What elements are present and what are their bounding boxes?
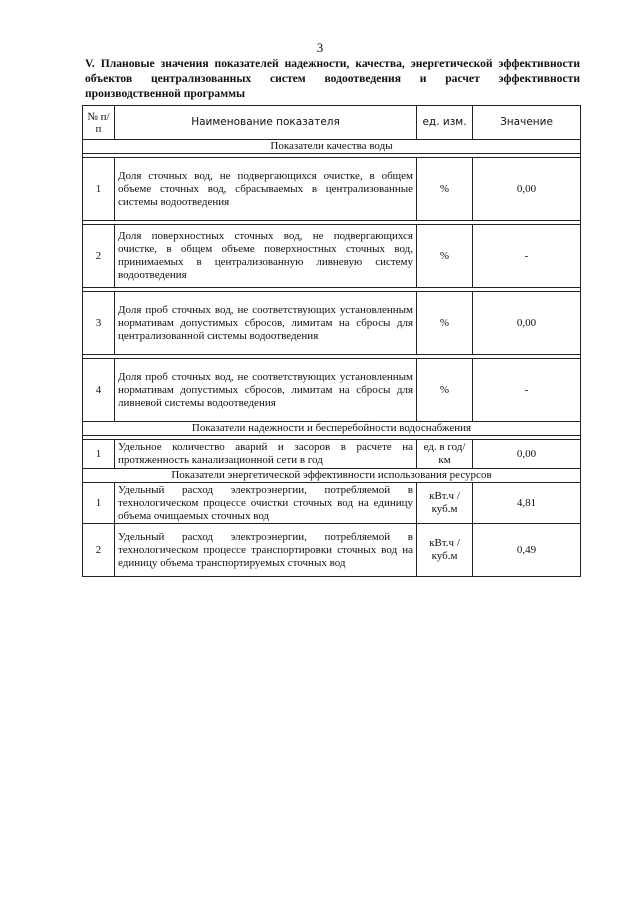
row-name: Удельное количество аварий и засоров в расчете на протяженность канализационной сети в год xyxy=(115,440,417,469)
header-name: Наименование показателя xyxy=(115,106,417,140)
page-number: 3 xyxy=(316,40,324,55)
header-unit: ед. изм. xyxy=(417,106,473,140)
row-name: Удельный расход электроэнергии, потребляемой в технологическом процессе очистки сточных вод на единицу объема очищаемых сточных вод xyxy=(115,483,417,524)
row-unit: % xyxy=(417,292,473,355)
row-name: Доля сточных вод, не подвергающихся очистке, в общем объеме сточных вод, сбрасываемых в централизованные системы водоотведения xyxy=(115,158,417,221)
row-num: 1 xyxy=(83,440,115,469)
row-unit: кВт.ч / куб.м xyxy=(417,524,473,577)
indicators-table xyxy=(82,105,581,577)
table-row xyxy=(83,225,581,288)
row-unit: % xyxy=(417,225,473,288)
row-value: 0,00 xyxy=(473,440,581,469)
table-row xyxy=(83,524,581,577)
section-title-energy: Показатели энергетической эффективности использования ресурсов xyxy=(83,469,581,483)
table-row xyxy=(83,440,581,469)
row-value: 0,00 xyxy=(473,158,581,221)
table-row xyxy=(83,483,581,524)
section-title-row xyxy=(83,140,581,154)
row-num: 1 xyxy=(83,483,115,524)
section-title: V. Плановые значения показателей надежности, качества, энергетической эффективности объектов централизованных систем водоотведения и расчет эффективности производственной программы xyxy=(85,57,580,100)
section-title-quality: Показатели качества воды xyxy=(83,140,581,154)
row-value: 4,81 xyxy=(473,483,581,524)
header-num: № п/п xyxy=(83,106,115,140)
row-num: 4 xyxy=(83,359,115,422)
table-header-row xyxy=(83,106,581,140)
section-title-row xyxy=(83,469,581,483)
row-name: Доля поверхностных сточных вод, не подвергающихся очистке, в общем объеме поверхностных сточных вод, принимаемых в централизованную ливневую систему водоотведения xyxy=(115,225,417,288)
row-num: 2 xyxy=(83,524,115,577)
table-row xyxy=(83,292,581,355)
row-value: - xyxy=(473,359,581,422)
row-value: 0,00 xyxy=(473,292,581,355)
row-num: 1 xyxy=(83,158,115,221)
row-num: 2 xyxy=(83,225,115,288)
table-row xyxy=(83,359,581,422)
row-value: - xyxy=(473,225,581,288)
row-name: Доля проб сточных вод, не соответствующих установленным нормативам допустимых сбросов, лимитам на сбросы для ливневой системы водоотведения xyxy=(115,359,417,422)
row-unit: % xyxy=(417,359,473,422)
row-unit: % xyxy=(417,158,473,221)
row-unit: ед. в год/ км xyxy=(417,440,473,469)
row-value: 0,49 xyxy=(473,524,581,577)
row-name: Удельный расход электроэнергии, потребляемой в технологическом процессе транспортировки сточных вод на единицу объема транспортируемых сточных вод xyxy=(115,524,417,577)
section-title-row xyxy=(83,422,581,436)
row-num: 3 xyxy=(83,292,115,355)
table-row xyxy=(83,158,581,221)
section-title-reliability: Показатели надежности и бесперебойности водоснабжения xyxy=(83,422,581,436)
header-value: Значение xyxy=(473,106,581,140)
row-unit: кВт.ч / куб.м xyxy=(417,483,473,524)
row-name: Доля проб сточных вод, не соответствующих установленным нормативам допустимых сбросов, лимитам на сбросы для централизованной системы водоотведения xyxy=(115,292,417,355)
